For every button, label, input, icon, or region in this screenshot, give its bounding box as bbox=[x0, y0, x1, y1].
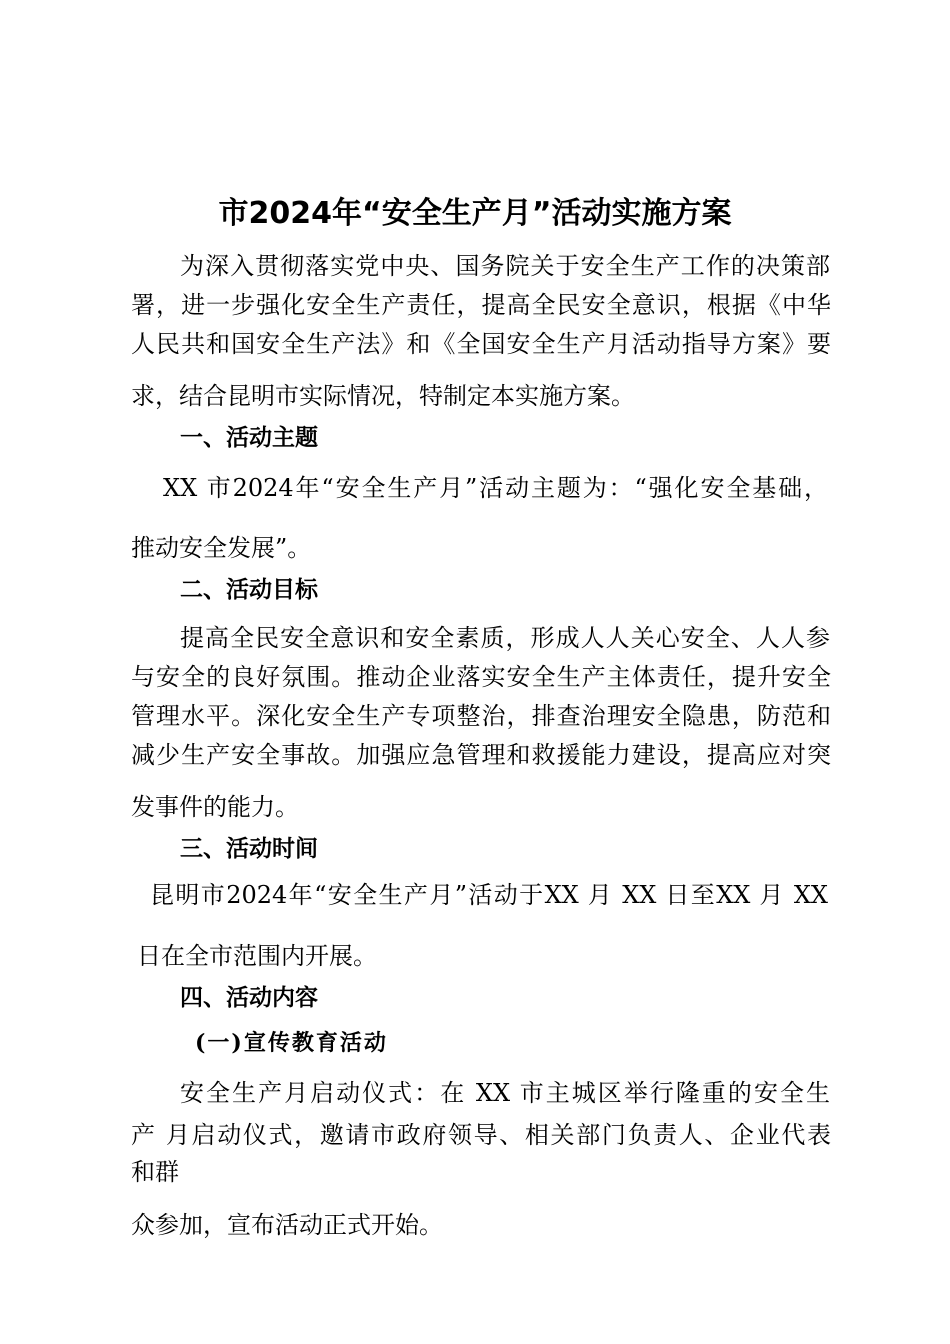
goals-line: 管理水平。深化安全生产专项整治，排查治理安全隐患，防范和 bbox=[131, 702, 831, 730]
time-line: 昆明市2024年“安全生产月”活动于XX 月 XX 日至XX 月 XX bbox=[150, 881, 828, 909]
goals-line: 发事件的能力。 bbox=[131, 793, 299, 821]
section-heading-time: 三、活动时间 bbox=[180, 836, 318, 862]
intro-line: 人民共和国安全生产法》和《全国安全生产月活动指导方案》要 bbox=[131, 330, 831, 358]
section-heading-theme: 一、活动主题 bbox=[180, 425, 318, 451]
theme-line: 推动安全发展”。 bbox=[131, 534, 312, 562]
document-title: 市2024年“安全生产月”活动实施方案 bbox=[218, 196, 732, 231]
publicity-line: 安全生产月启动仪式：在 XX 市主城区举行隆重的安全生 bbox=[180, 1079, 830, 1107]
intro-line: 为深入贯彻落实党中央、国务院关于安全生产工作的决策部 bbox=[180, 252, 830, 280]
goals-line: 减少生产安全事故。加强应急管理和救援能力建设，提高应对突 bbox=[131, 741, 831, 769]
theme-line: XX 市2024年“安全生产月”活动主题为：“强化安全基础， bbox=[163, 474, 828, 502]
publicity-line: 众参加，宣布活动正式开始。 bbox=[131, 1211, 443, 1239]
section-heading-goals: 二、活动目标 bbox=[180, 577, 318, 603]
intro-line: 署，进一步强化安全生产责任，提高全民安全意识，根据《中华 bbox=[131, 291, 831, 319]
publicity-line: 和群 bbox=[131, 1158, 179, 1186]
subsection-heading-publicity: (一)宣传教育活动 bbox=[195, 1030, 388, 1056]
goals-line: 提高全民安全意识和安全素质，形成人人关心安全、人人参 bbox=[180, 624, 830, 652]
time-line: 日在全市范围内开展。 bbox=[137, 942, 377, 970]
publicity-line: 产 月启动仪式，邀请市政府领导、相关部门负责人、企业代表 bbox=[131, 1121, 831, 1149]
section-heading-content: 四、活动内容 bbox=[180, 985, 318, 1011]
intro-line: 求，结合昆明市实际情况，特制定本实施方案。 bbox=[131, 382, 635, 410]
goals-line: 与安全的良好氛围。推动企业落实安全生产主体责任，提升安全 bbox=[131, 663, 831, 691]
